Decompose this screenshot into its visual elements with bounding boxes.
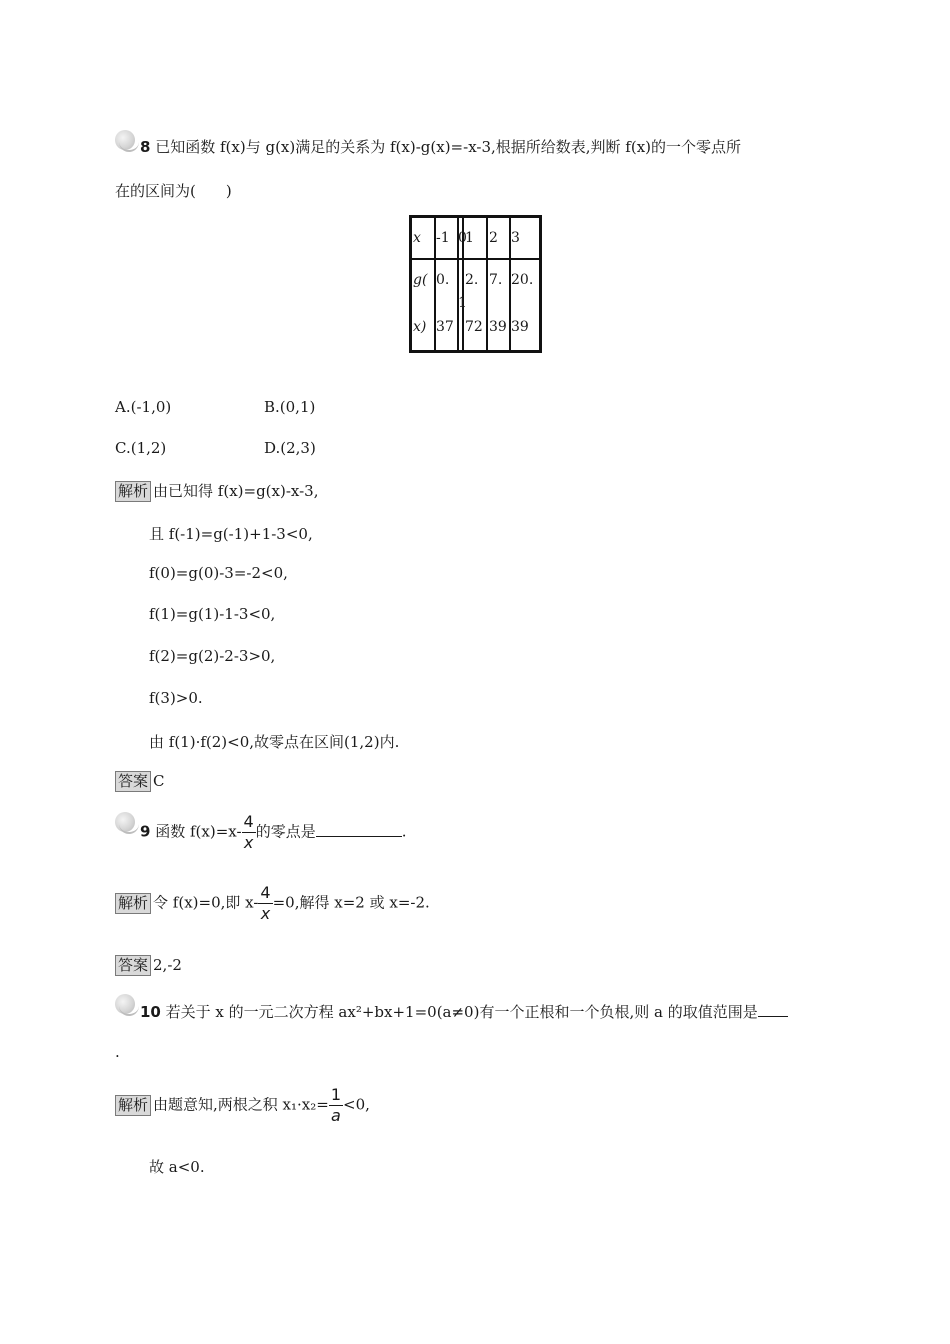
- analysis-tag: 解析: [115, 1095, 151, 1116]
- table-header-x: x: [413, 230, 421, 246]
- q10-stem: [140, 1001, 788, 1022]
- q9-analysis-post: =0,解得 x=2 或 x=-2.: [272, 893, 430, 912]
- q8-option-d: D.(2,3): [264, 439, 316, 457]
- table-cell: 72: [465, 319, 483, 335]
- table-row-label: g(: [413, 272, 428, 288]
- q8-stem-text: 已知函数 f(x)与 g(x)满足的关系为 f(x)-g(x)=-x-3,根据所给数表,判断 f(x)的一个零点所: [155, 138, 742, 156]
- answer-text: 2,-2: [153, 956, 182, 974]
- q9-analysis: [115, 883, 430, 924]
- answer-tag: 答案: [115, 955, 151, 976]
- fraction-numerator: 1: [330, 1085, 342, 1104]
- q9-answer: [115, 955, 182, 976]
- fraction-denominator: x: [243, 833, 254, 852]
- q8-analysis-line3: f(0)=g(0)-3=-2<0,: [149, 564, 288, 582]
- q8-answer: [115, 771, 165, 792]
- q9-analysis-fraction: [258, 883, 272, 924]
- fraction-numerator: 4: [260, 883, 271, 902]
- q9-analysis-pre: 令 f(x)=0,即 x-: [153, 893, 259, 912]
- q8-number: 8: [140, 138, 151, 156]
- table-cell: 39: [489, 319, 507, 335]
- q10-stem-end: .: [115, 1043, 120, 1061]
- q9-stem-pre: 函数 f(x)=x-: [155, 822, 242, 841]
- q8-option-a: A.(-1,0): [115, 398, 172, 416]
- q10-fraction: [329, 1085, 343, 1126]
- fraction-numerator: 4: [243, 812, 254, 831]
- q9-fraction: [242, 812, 256, 853]
- table-header-cell: 0: [458, 230, 467, 246]
- table-header-cell: 3: [511, 230, 520, 246]
- question-marker-icon: [115, 812, 135, 832]
- q10-analysis-pre: 由题意知,两根之积 x₁·x₂=: [153, 1095, 329, 1114]
- q10-number: 10: [140, 1003, 161, 1021]
- table-cell: 37: [436, 319, 454, 335]
- q8-option-b: B.(0,1): [264, 398, 316, 416]
- q8-analysis-line7: 由 f(1)·f(2)<0,故零点在区间(1,2)内.: [149, 733, 400, 751]
- q8-analysis-line2: 且 f(-1)=g(-1)+1-3<0,: [149, 525, 313, 543]
- table-cell: 1: [458, 295, 467, 311]
- answer-blank: [316, 822, 402, 837]
- q8-stem-line1: [140, 136, 741, 157]
- q8-stem-line2: 在的区间为( ): [115, 182, 232, 200]
- analysis-tag: 解析: [115, 893, 151, 914]
- table-cell: 2.: [465, 272, 479, 288]
- q10-analysis: [115, 1085, 370, 1126]
- question-marker-icon: [115, 994, 135, 1014]
- table-cell: 0.: [436, 272, 450, 288]
- table-header-cell: 1: [465, 230, 474, 246]
- q9-number: 9: [140, 822, 151, 841]
- analysis-tag: 解析: [115, 481, 151, 502]
- q9-stem-post: 的零点是: [255, 822, 316, 841]
- q9-stem: [140, 812, 407, 853]
- q8-analysis-line6: f(3)>0.: [149, 689, 203, 707]
- table-header-cell: -1: [436, 230, 450, 246]
- table-header-cell: 2: [489, 230, 498, 246]
- fraction-denominator: a: [331, 1106, 341, 1125]
- q10-stem-text: 若关于 x 的一元二次方程 ax²+bx+1=0(a≠0)有一个正根和一个负根,则 a 的取值范围是: [165, 1003, 758, 1021]
- analysis-text: 由已知得 f(x)=g(x)-x-3,: [153, 482, 319, 500]
- table-cell: 39: [511, 319, 529, 335]
- q8-data-table: [409, 215, 542, 353]
- table-cell: 20.: [511, 272, 534, 288]
- answer-blank: [758, 1002, 788, 1017]
- q10-analysis-post: <0,: [343, 1095, 370, 1114]
- table-row-label: x): [413, 319, 427, 335]
- q8-analysis-line4: f(1)=g(1)-1-3<0,: [149, 605, 276, 623]
- q10-analysis-line2: 故 a<0.: [149, 1158, 205, 1176]
- answer-tag: 答案: [115, 771, 151, 792]
- q8-option-c: C.(1,2): [115, 439, 167, 457]
- q8-analysis-line5: f(2)=g(2)-2-3>0,: [149, 647, 276, 665]
- answer-text: C: [153, 772, 165, 790]
- question-marker-icon: [115, 130, 135, 150]
- table-cell: 7.: [489, 272, 503, 288]
- q9-stem-end: .: [401, 822, 407, 841]
- fraction-denominator: x: [260, 904, 271, 923]
- q8-analysis-line1: [115, 480, 318, 502]
